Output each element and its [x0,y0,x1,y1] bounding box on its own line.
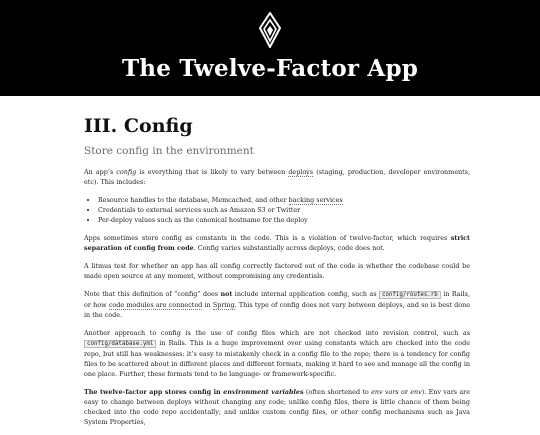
text: Note that this definition of “config” does [84,290,221,298]
page-subtitle: Store config in the environment [84,145,254,157]
text: The twelve-factor app stores config in [84,388,224,396]
spring-link[interactable]: Spring [212,301,235,309]
text: . This type of config does not vary between deploys, and so is best done in the code. [84,301,470,319]
env-vars-term: env vars [371,388,399,396]
code-modules-link[interactable]: code modules are connected [108,301,203,309]
text: An app’s [84,168,117,176]
environment-variables-term: environment variables [223,388,304,396]
site-title[interactable]: The Twelve-Factor App [121,55,419,82]
config-term: config [116,168,137,176]
site-header [0,0,540,96]
list-item: • Credentials to external services such as Amazon S3 or Twitter [98,205,470,215]
text: or [398,388,411,396]
text: (often shortened to [303,388,372,396]
config-list [84,195,470,225]
text: Another approach to config is the use of config files which are not checked into revision control, such as [84,329,470,337]
paragraph-constants [84,233,470,253]
backing-services-link[interactable]: backing services [288,196,343,204]
strict-separation-text: strict separation of config from code [84,234,470,252]
text: is everything that is likely to vary between [136,168,289,176]
text: in Rails, or how [84,290,470,309]
paragraph-intro [84,167,470,187]
text: include internal application config, such as [232,290,379,298]
list-item [98,195,470,205]
article-content [84,115,470,435]
paragraph-env-vars [84,387,470,427]
text: in Rails. This is a huge improvement over using constants which are checked into the code repo, but still has weaknesses: it’s easy to mistakenly check in a config file to the repo; there is a tendency for config files to be scattered about in different places and different formats, making it hard to see and manage all the config in one place. Further, these formats tend to be language- or framework-specific. [84,339,470,378]
page-title: III. Config [84,115,193,137]
routes-code: config/routes.rb [379,291,441,299]
text: in [202,301,213,309]
text: ). Env vars are easy to change between deploys without changing any code; unlike config files, there is little chance of them being checked into the code repo accidentally; and unlike custom config files, or other config mechanisms such as Java System Properties, [84,388,471,426]
paragraph-litmus: A litmus test for whether an app has all config correctly factored out of the code is whether the codebase could be made open source at any moment, without compromising any credentials. [84,262,470,280]
deploys-link[interactable]: deploys [288,168,314,176]
list-item: • Per-deploy values such as the canonical hostname for the deploy [98,215,470,225]
not-text: not [220,290,233,298]
text: (staging, production, developer environments, etc). This includes: [84,168,470,186]
text: . Config varies substantially across deploys, code does not. [193,244,385,252]
env-vars-statement [84,388,304,396]
paragraph-definition [84,289,470,320]
env-term: env [410,388,422,396]
paragraph-config-files [84,328,470,379]
text: Resource handles to the database, Memcached, and other [98,196,289,204]
text: Apps sometimes store config as constants in the code. This is a violation of twelve-factor, which requires [84,234,451,242]
database-code: config/database.yml [84,340,156,348]
twelve-factor-logo-icon[interactable] [258,12,282,48]
